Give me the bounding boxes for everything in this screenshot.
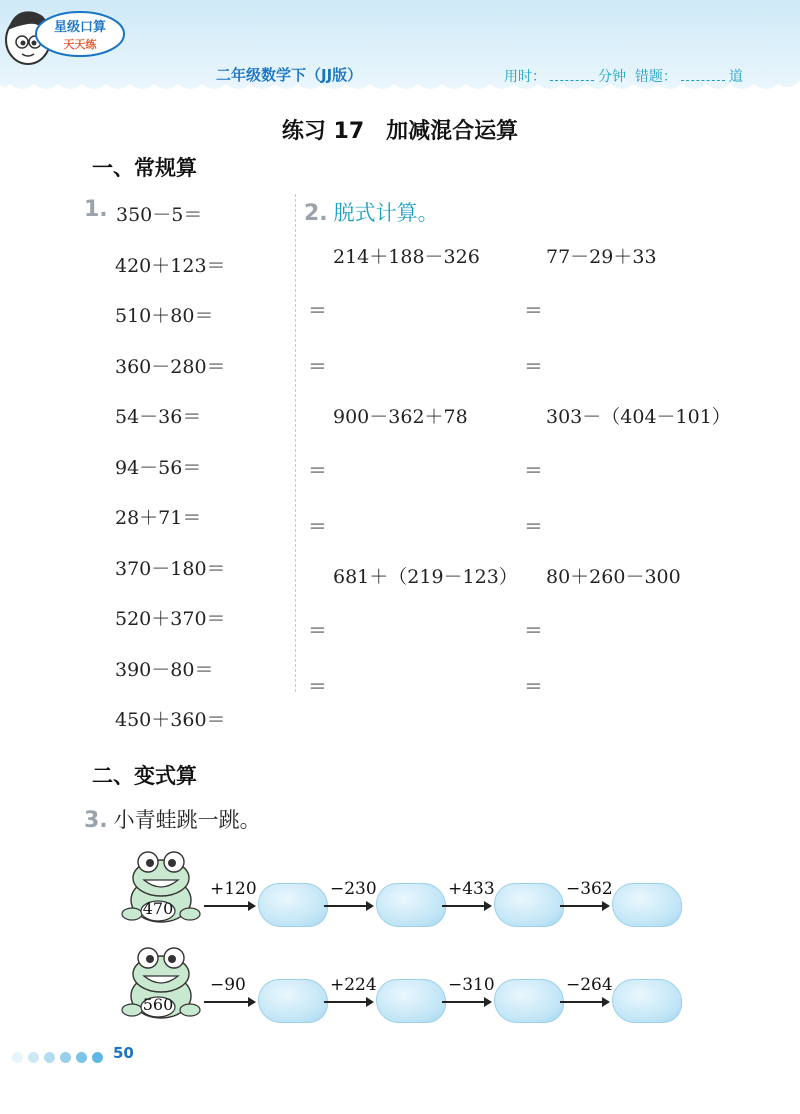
q1-item: 54－36＝ [115, 406, 202, 428]
jump-arrow [324, 1001, 372, 1003]
frog-start-number: 560 [142, 995, 174, 1014]
answer-bubble[interactable] [376, 979, 446, 1023]
q2-equals-line[interactable]: ＝ [308, 356, 328, 378]
q2-number: 2. [304, 201, 328, 226]
jump-arrow [204, 905, 254, 907]
q2-expression: 303－（404－101） [546, 406, 731, 428]
frog-start-number: 470 [142, 899, 174, 918]
jump-step-label: +433 [448, 879, 495, 899]
q2-equals-line[interactable]: ＝ [524, 356, 544, 378]
q1-item: 520＋370＝ [115, 608, 226, 630]
errors-label: 错题： [634, 69, 677, 85]
q1-item: 360－280＝ [115, 355, 226, 378]
q2-equals-line[interactable]: ＝ [524, 300, 544, 322]
footer-dots [12, 1048, 108, 1067]
grade-label: 二年级数学下（JJ版） [216, 66, 363, 84]
answer-bubble[interactable] [258, 979, 328, 1023]
time-label: 用时： [504, 69, 546, 85]
brand-line-1: 星级口算 [53, 20, 107, 35]
q2-equals-line[interactable]: ＝ [524, 676, 544, 698]
q2-expression: 77－29＋33 [546, 246, 657, 268]
q1-item: 94－56＝ [115, 456, 202, 479]
errors-unit: 道 [728, 69, 743, 85]
q1-number: 1. [84, 197, 108, 222]
jump-arrow [442, 905, 490, 907]
answer-bubble[interactable] [612, 979, 682, 1023]
q3-heading [84, 804, 261, 834]
answer-bubble[interactable] [494, 979, 564, 1023]
q1-item: 390－80＝ [115, 658, 214, 681]
frog-chain [120, 944, 770, 1024]
q1-item: 350－5＝ [116, 204, 203, 226]
q1-item: 28＋71＝ [115, 507, 202, 529]
q1-heading [84, 197, 114, 222]
q1-item: 450＋360＝ [115, 709, 226, 731]
jump-step-label: +224 [330, 975, 377, 995]
q2-heading [304, 197, 439, 227]
q2-equals-line[interactable]: ＝ [308, 300, 328, 322]
q2-expression: 900－362＋78 [333, 406, 468, 428]
mascot-logo [0, 0, 140, 76]
page-header [0, 0, 800, 96]
q1-item: 420＋123＝ [115, 254, 226, 277]
q2-equals-line[interactable]: ＝ [308, 620, 328, 642]
q2-equals-line[interactable]: ＝ [524, 516, 544, 538]
time-unit: 分钟 [598, 69, 626, 85]
q2-label: 脱式计算。 [333, 201, 439, 225]
answer-bubble[interactable] [258, 883, 328, 927]
q1-item: 370－180＝ [115, 557, 226, 580]
jump-step-label: +120 [210, 879, 257, 899]
q2-equals-line[interactable]: ＝ [308, 676, 328, 698]
q2-equals-line[interactable]: ＝ [308, 516, 328, 538]
jump-arrow [324, 905, 372, 907]
jump-arrow [442, 1001, 490, 1003]
column-divider [295, 194, 296, 692]
answer-bubble[interactable] [612, 883, 682, 927]
answer-bubble[interactable] [494, 883, 564, 927]
q3-label: 小青蛙跳一跳。 [113, 808, 261, 832]
q2-expression: 681＋（219－123） [333, 566, 518, 588]
q3-number: 3. [84, 808, 108, 833]
jump-step-label: −230 [330, 879, 377, 899]
jump-arrow [560, 905, 608, 907]
time-blank[interactable] [550, 80, 594, 81]
errors-blank[interactable] [681, 80, 725, 81]
q1-item: 510＋80＝ [115, 305, 214, 327]
jump-step-label: −90 [210, 975, 246, 995]
jump-step-label: −310 [448, 975, 495, 995]
page-title: 练习 17 加减混合运算 [281, 119, 519, 144]
brand-line-2: 天天练 [63, 38, 97, 51]
q2-equals-line[interactable]: ＝ [308, 460, 328, 482]
q2-equals-line[interactable]: ＝ [524, 620, 544, 642]
page-number: 50 [113, 1044, 134, 1062]
answer-bubble[interactable] [376, 883, 446, 927]
frog-chain [120, 848, 770, 928]
section-2-heading: 二、变式算 [92, 764, 197, 788]
jump-arrow [560, 1001, 608, 1003]
q2-expression: 80＋260－300 [546, 566, 681, 588]
section-1-heading: 一、常规算 [92, 156, 197, 180]
jump-arrow [204, 1001, 254, 1003]
q2-expression: 214＋188－326 [333, 246, 480, 268]
jump-step-label: −264 [566, 975, 613, 995]
jump-step-label: −362 [566, 879, 613, 899]
q2-equals-line[interactable]: ＝ [524, 460, 544, 482]
time-error-record [504, 66, 743, 86]
